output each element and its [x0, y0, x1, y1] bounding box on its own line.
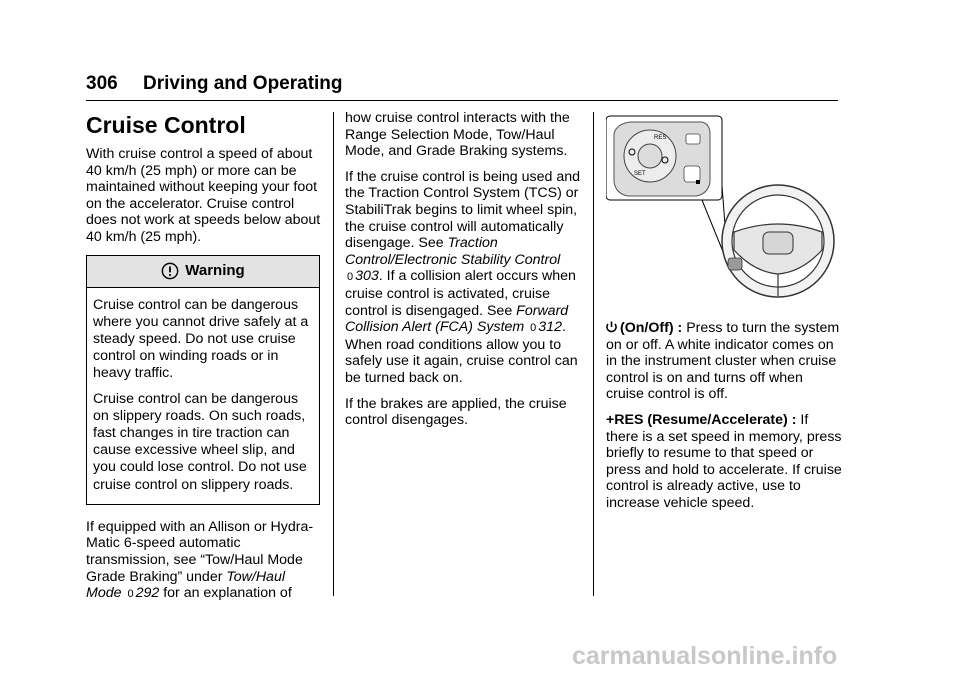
column2-paragraph-2 — [345, 169, 581, 387]
traction-control-link[interactable]: Traction Control/Electronic Stability Control — [345, 235, 561, 268]
forward-collision-page-ref[interactable]: 312 — [538, 319, 562, 336]
allison-text: If equipped with an Allison or Hydra-Matic 6-speed automatic transmission, see “Tow/Haul Mode Grade Braking” under — [86, 518, 314, 585]
res-paragraph — [606, 412, 842, 512]
onoff-description: Press to turn the system on or off. A white indicator comes on in the instrument cluster when cruise control is on and turns off when cruise control is off. — [606, 320, 840, 403]
column-2 — [345, 110, 581, 438]
page-header — [86, 70, 838, 101]
onoff-paragraph — [606, 320, 842, 403]
cruise-on-off-icon — [606, 321, 617, 334]
allison-paragraph — [86, 519, 322, 603]
page-ref-arrow-icon: 0 — [530, 322, 537, 335]
resume-text: . When road conditions allow you to safely use it again, cruise control can be turned back on. — [345, 319, 578, 386]
onoff-term: (On/Off) : — [620, 320, 683, 336]
res-label: RES — [654, 135, 667, 141]
warning-triangle-icon — [161, 262, 179, 280]
warning-body — [87, 288, 319, 504]
warning-header — [87, 256, 319, 288]
intro-paragraph: With cruise control a speed of about 40 km/h (25 mph) or more can be maintained without keeping your foot on the accelerator. Cruise control does not work at speeds below about 40 km/h (25 mph). — [86, 146, 321, 245]
forward-collision-link[interactable]: Forward Collision Alert (FCA) System — [345, 302, 569, 336]
column-1 — [86, 112, 322, 612]
res-description: If there is a set speed in memory, press briefly to resume to that speed or press and hold to accelerate. If cruise control is already active, use to increase vehicle speed. — [606, 411, 842, 511]
set-label: SET — [634, 171, 646, 177]
tcs-text: If the cruise control is being used and the Traction Control System (TCS) or StabiliTrak begins to limit wheel spin, the cruise control will automatically disengage. See — [345, 168, 581, 252]
page-title: Cruise Control — [86, 112, 246, 138]
traction-control-page-ref[interactable]: 303 — [355, 268, 379, 285]
page-number: 306 — [86, 73, 118, 94]
column-divider-1 — [333, 112, 334, 596]
column2-paragraph-3: If the brakes are applied, the cruise control disengages. — [345, 395, 567, 429]
section-title: Driving and Operating — [143, 73, 343, 94]
tow-haul-link[interactable]: Tow/Haul Mode — [86, 568, 285, 602]
collision-text: . If a collision alert occurs when cruise control is activated, cruise control is disengaged. See — [345, 268, 576, 319]
warning-box — [86, 255, 320, 505]
column-divider-2 — [593, 112, 594, 596]
res-term: +RES (Resume/Accelerate) : — [606, 411, 797, 428]
warning-paragraph-2: Cruise control can be dangerous on slippery roads. On such roads, fast changes in tire traction can cause excessive wheel slip, and you could lose control. Do not use cruise control on slippery roads. — [93, 390, 307, 493]
steering-wheel-cruise-controls-illustration — [606, 112, 842, 302]
watermark: carmanualsonline.info — [572, 642, 838, 670]
warning-label: Warning — [185, 261, 245, 279]
warning-paragraph-1: Cruise control can be dangerous where you cannot drive safely at a steady speed. Do not use cruise control on winding roads or in heavy traffic. — [93, 296, 309, 382]
tow-haul-page-ref[interactable]: 292 — [135, 585, 160, 602]
column-3 — [606, 320, 842, 521]
page-ref-arrow-icon: 0 — [127, 588, 134, 601]
page-ref-arrow-icon: 0 — [347, 271, 354, 284]
allison-text-end: for an explanation of — [159, 585, 292, 602]
column2-paragraph-1: how cruise control interacts with the Range Selection Mode, Tow/Haul Mode, and Grade Braking systems. — [345, 110, 570, 160]
